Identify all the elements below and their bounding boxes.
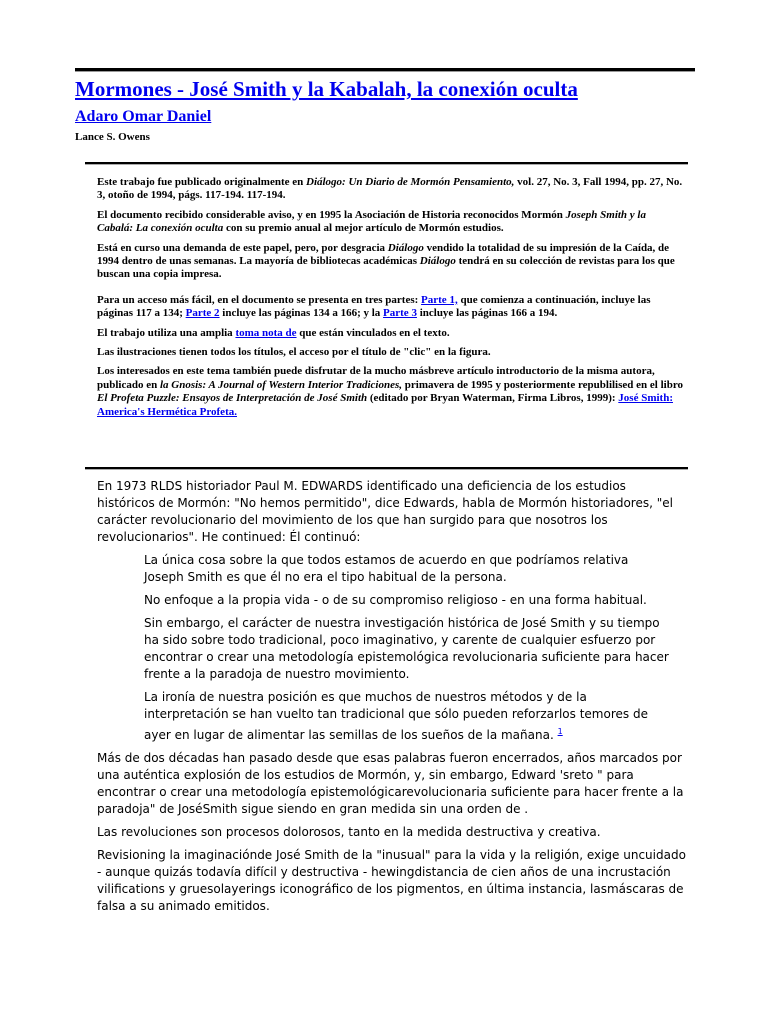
divider-top bbox=[85, 162, 688, 165]
title-link[interactable]: Mormones - José Smith y la Kabalah, la conexión oculta bbox=[75, 77, 578, 101]
note-paragraph-related: Los interesados en este tema también puede disfrutar de la mucho másbreve artículo introductorio de la misma autora, publicado en la Gnosis: A Journal of Western Interior Tradiciones, primavera de 1995 y posteriormente republilised en el libro El Profeta Puzzle: Ensayos de Interpretación de José Smith (editado por Bryan Waterman, Firma Libros, 1999): José Smith: America's Hermética Profeta. bbox=[97, 365, 683, 418]
divider-bottom bbox=[85, 467, 688, 470]
top-divider bbox=[75, 68, 695, 72]
quote-paragraph: La única cosa sobre la que todos estamos de acuerdo en que podríamos relativa Joseph Smith es que él no era el tipo habitual de la persona. bbox=[144, 553, 629, 584]
note-paragraph-illustrations: Las ilustraciones tienen todos los títulos, el acceso por el título de "clic" en la figura. bbox=[97, 346, 491, 359]
quote-paragraph: Sin embargo, el carácter de nuestra investigación histórica de José Smith y su tiempo ha sido sobre todo tradicional, poco imaginativo, y carente de cualquier esfuerzo por encontrar o crear una metodología epistemológica revolucionaria suficiente para hacer frente a la paradoja de nuestro movimiento. bbox=[144, 616, 669, 681]
edwards-quote bbox=[144, 552, 669, 744]
author-heading bbox=[75, 106, 211, 128]
note-paragraph-notes: El trabajo utiliza una amplia toma nota de que están vinculados en el texto. bbox=[97, 326, 450, 339]
note-paragraph-1: Este trabajo fue publicado originalmente en Diálogo: Un Diario de Mormón Pensamiento, vol. 27, No. 3, Fall 1994, pp. 27, No. 3, otoño de 1994, págs. 117-194. 117-194. bbox=[97, 176, 683, 202]
publication-note bbox=[97, 176, 683, 425]
body-paragraph: Revisioning la imaginaciónde José Smith de la "inusual" para la vida y la religión, exige uncuidado - aunque quizás todavía difícil y destructiva - hewingdistancia de cien años de una incrustación vilifications y gruesolayerings iconográfico de los pigmentos, en última instancia, lasmáscaras de falsa a su animado emitidos. bbox=[97, 848, 686, 913]
part-3-link[interactable]: Parte 3 bbox=[383, 307, 417, 320]
author-link[interactable]: Adaro Omar Daniel bbox=[75, 108, 212, 125]
quote-paragraph: No enfoque a la propia vida - o de su compromiso religioso - en una forma habitual. bbox=[144, 593, 647, 607]
byline: Lance S. Owens bbox=[75, 131, 150, 143]
hermetic-prophet-link[interactable]: José Smith: America's Hermética Profeta. bbox=[97, 392, 673, 418]
footnote-1-link[interactable]: 1 bbox=[557, 727, 563, 736]
part-1-link[interactable]: Parte 1, bbox=[421, 293, 458, 306]
quote-paragraph: La ironía de nuestra posición es que muchos de nuestros métodos y de la interpretación se han vuelto tan tradicional que sólo pueden reforzarlos temores de ayer en lugar de alimentar las semillas de los sueños de la mañana. $^1$ bbox=[144, 690, 648, 742]
body-paragraph: Las revoluciones son procesos dolorosos, tanto en la medida destructiva y creativa. bbox=[97, 825, 601, 839]
body-paragraph: Más de dos décadas han pasado desde que esas palabras fueron encerrados, años marcados por una auténtica explosión de los estudios de Mormón, y, sin embargo, Edward 'sreto " para encontrar o crear una metodología epistemológicarevolucionaria suficiente para hacer frente a la paradoja" de JoséSmith sigue siendo en gran medida sin una orden de . bbox=[97, 751, 684, 816]
note-paragraph-3: Está en curso una demanda de este papel, pero, por desgracia Diálogo vendido la totalidad de su impresión de la Caída, de 1994 dentro de unas semanas. La mayoría de bibliotecas académicas Diálogo tendrá en su colección de revistas para los que buscan una copia impresa. bbox=[97, 241, 675, 281]
note-paragraph-parts: Para un acceso más fácil, en el documento se presenta en tres partes: Parte 1, que comienza a continuación, incluye las páginas 117 a 134; Parte 2 incluye las páginas 134 a 166; y la Parte 3 incluye las páginas 166 a 194. bbox=[97, 293, 651, 320]
page-title bbox=[75, 75, 578, 103]
article-body bbox=[97, 478, 687, 921]
body-paragraph: En 1973 RLDS historiador Paul M. EDWARDS identificado una deficiencia de los estudios históricos de Mormón: "No hemos permitido", dice Edwards, habla de Mormón historiadores, "el carácter revolucionario del movimiento de los que han surgido para que nosotros los revolucionarios". He continued: Él continuó: bbox=[97, 479, 673, 544]
part-2-link[interactable]: Parte 2 bbox=[185, 307, 220, 320]
notes-link[interactable]: toma nota de bbox=[235, 326, 297, 339]
note-paragraph-2: El documento recibido considerable aviso, y en 1995 la Asociación de Historia reconocidos Mormón Joseph Smith y la Cabalá: La conexión oculta con su premio anual al mejor artículo de Mormón estudios. bbox=[97, 208, 646, 235]
